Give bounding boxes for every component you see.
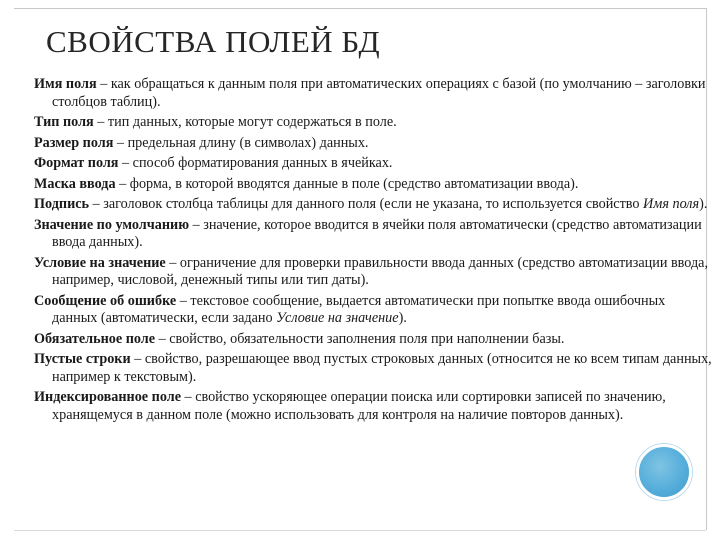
list-item	[34, 389, 712, 424]
item-text: – тип данных, которые могут содержаться в поле.	[93, 114, 397, 130]
list-item	[34, 293, 712, 328]
item-text: – свойство ускоряющее операции поиска или сортировки записей по значению, хранящемуся в данном поле (можно использовать для контроля на наличие повторов данных).	[52, 389, 666, 423]
list-item	[34, 135, 712, 153]
item-term: Условие на значение	[34, 254, 166, 271]
decorative-circle-icon	[636, 444, 692, 500]
list-item	[34, 331, 712, 349]
item-text: – значение, которое вводится в ячейки поля автоматически (средство автоматизации ввода данных).	[52, 216, 702, 250]
list-item	[34, 351, 712, 386]
properties-list	[34, 76, 712, 427]
list-item	[34, 217, 712, 252]
frame-bottom-line	[14, 530, 706, 531]
slide-title: СВОЙСТВА ПОЛЕЙ БД	[46, 24, 381, 59]
list-item	[34, 176, 712, 194]
item-term: Обязательное поле	[34, 330, 156, 347]
item-term: Размер поля	[34, 134, 114, 151]
item-text: – способ форматирования данных в ячейках.	[118, 155, 393, 171]
item-text: – как обращаться к данным поля при автоматических операциях с базой (по умолчанию – заголовки столбцов таблиц).	[52, 76, 706, 110]
list-item	[34, 196, 712, 214]
item-term: Формат поля	[34, 155, 119, 171]
item-tail: ).	[398, 310, 407, 326]
item-term: Сообщение об ошибке	[34, 292, 177, 309]
list-item	[34, 76, 712, 111]
item-term: Подпись	[34, 196, 90, 212]
list-item	[34, 155, 712, 173]
list-item	[34, 114, 712, 132]
item-term: Пустые строки	[34, 351, 131, 367]
frame-top-line	[14, 8, 706, 9]
item-text: – свойство, обязательности заполнения поля при наполнении базы.	[155, 330, 565, 347]
item-italic-ref: Условие на значение	[276, 310, 399, 326]
item-term: Индексированное поле	[34, 389, 181, 405]
item-text: – предельная длину (в символах) данных.	[113, 134, 369, 151]
item-term: Имя поля	[34, 76, 97, 92]
item-text: – текстовое сообщение, выдается автоматически при попытке ввода ошибочных данных (автоматически, если задано	[52, 292, 666, 326]
item-text: – форма, в которой вводятся данные в поле (средство автоматизации ввода).	[115, 175, 579, 192]
item-term: Маска ввода	[34, 175, 116, 192]
item-italic-ref: Имя поля	[643, 196, 700, 212]
item-text: – заголовок столбца таблицы для данного поля (если не указана, то используется свойство	[89, 196, 644, 212]
item-tail: ).	[699, 196, 708, 212]
list-item	[34, 255, 712, 290]
item-term: Значение по умолчанию	[34, 216, 190, 233]
item-text: – ограничение для проверки правильности ввода данных (средство автоматизации ввода, например, числовой, денежный типы или тип даты).	[52, 254, 709, 288]
item-text: – свойство, разрешающее ввод пустых строковых данных (относится не ко всем типам данных, например к текстовым).	[52, 351, 712, 385]
item-term: Тип поля	[34, 114, 94, 130]
